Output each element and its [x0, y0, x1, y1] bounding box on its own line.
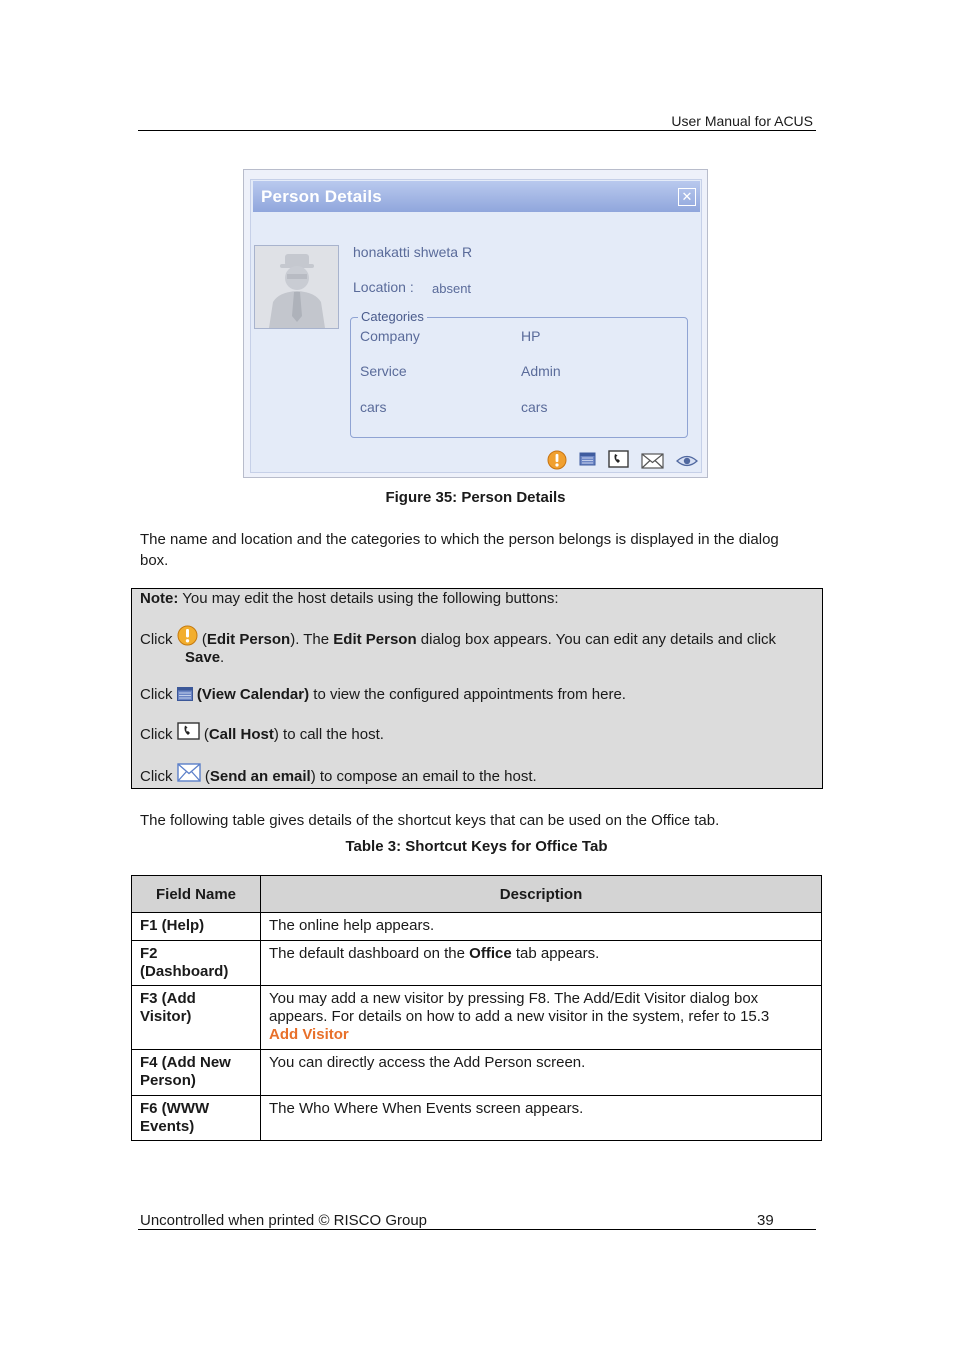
intro-line: box. — [140, 552, 169, 569]
column-header-description: Description — [261, 876, 822, 913]
person-silhouette-icon — [255, 246, 338, 328]
note-call-line — [140, 726, 384, 743]
column-header-field-name: Field Name — [132, 876, 261, 913]
footer-rule — [138, 1229, 816, 1230]
edit-person-icon — [177, 625, 198, 646]
field-name-cell — [132, 1096, 261, 1141]
page-number: 39 — [757, 1212, 774, 1229]
view-icon[interactable] — [676, 454, 698, 468]
edit-person-dialog-label: Edit Person — [333, 631, 417, 648]
category-name: cars — [360, 399, 387, 415]
edit-person-icon[interactable] — [547, 450, 567, 470]
category-value: cars — [521, 399, 548, 415]
description-cell: You can directly access the Add Person screen. — [261, 1050, 822, 1096]
call-icon — [177, 722, 200, 740]
running-header: User Manual for ACUS — [671, 113, 813, 129]
field-name-cell — [132, 941, 261, 986]
description-line: You may add a new visitor by pressing F8. The Add/Edit Visitor dialog box — [269, 990, 759, 1007]
close-icon[interactable]: ✕ — [678, 188, 696, 206]
paren-text: ( — [200, 768, 210, 785]
field-name-line: F4 (Add New — [140, 1054, 231, 1071]
table-row — [132, 1050, 822, 1096]
office-tab-label: Office — [469, 945, 512, 962]
shortcut-keys-table — [131, 875, 822, 1141]
note-email-rest: ) to compose an email to the host. — [310, 768, 537, 785]
note-edit-line — [140, 631, 776, 648]
category-name: Service — [360, 363, 407, 379]
note-calendar-line — [140, 686, 626, 703]
dialog-title: Person Details — [261, 187, 382, 206]
view-calendar-label: (View Calendar) — [192, 686, 310, 703]
header-rule — [138, 130, 816, 131]
field-name-cell: F1 (Help) — [132, 913, 261, 941]
email-icon[interactable] — [641, 453, 664, 469]
calendar-icon[interactable] — [579, 450, 597, 468]
save-label: Save — [185, 649, 221, 666]
click-text: Click — [140, 726, 177, 743]
note-edit-rest: dialog box appears. You can edit any details and click — [416, 631, 777, 648]
send-email-label: Send an email — [209, 768, 311, 785]
description-cell — [261, 986, 822, 1050]
note-calendar-rest: to view the configured appointments from here. — [309, 686, 626, 703]
note-text: You may edit the host details using the following buttons: — [178, 590, 559, 607]
table-header-row — [132, 876, 822, 913]
calendar-icon — [177, 686, 193, 701]
field-name-line: F6 (WWW — [140, 1100, 210, 1117]
field-name-line: Events) — [140, 1118, 195, 1135]
footer-copyright: Uncontrolled when printed © RISCO Group — [140, 1212, 428, 1229]
call-icon[interactable] — [608, 450, 629, 469]
category-value: HP — [521, 328, 541, 344]
field-name-cell — [132, 986, 261, 1050]
paren-text: ( — [199, 726, 209, 743]
add-visitor-link[interactable]: Add Visitor — [269, 1026, 349, 1043]
table-row — [132, 913, 822, 941]
field-name-line: F3 (Add — [140, 990, 196, 1007]
note-intro — [140, 590, 559, 607]
edit-person-label: Edit Person — [206, 631, 291, 648]
category-value: Admin — [521, 363, 561, 379]
person-name: honakatti shweta R — [353, 244, 473, 260]
note-call-rest: ) to call the host. — [273, 726, 384, 743]
description-cell — [261, 941, 822, 986]
table-row — [132, 1096, 822, 1141]
call-host-label: Call Host — [208, 726, 274, 743]
field-name-line: F2 — [140, 945, 158, 962]
category-name: Company — [360, 328, 420, 344]
figure-caption: Figure 35: Person Details — [385, 489, 566, 506]
note-label: Note: — [140, 590, 179, 607]
field-name-cell — [132, 1050, 261, 1096]
field-name-line: (Dashboard) — [140, 963, 229, 980]
note-email-line — [140, 768, 537, 785]
description-cell: The Who Where When Events screen appears. — [261, 1096, 822, 1141]
location-value: absent — [432, 281, 472, 296]
note-edit-mid: ). The — [290, 631, 334, 648]
table-row — [132, 941, 822, 986]
click-text: Click — [140, 768, 177, 785]
description-cell: The online help appears. — [261, 913, 822, 941]
paren-text: ( — [197, 631, 207, 648]
table-caption: Table 3: Shortcut Keys for Office Tab — [345, 838, 608, 855]
intro-line: The name and location and the categories to which the person belongs is displayed in the dialog — [140, 531, 779, 548]
field-name-line: Visitor) — [140, 1008, 192, 1025]
period: . — [220, 649, 225, 666]
description-line: appears. For details on how to add a new visitor in the system, refer to 15.3 — [269, 1008, 770, 1025]
table-intro: The following table gives details of the shortcut keys that can be used on the Office tab. — [140, 812, 720, 829]
note-edit-line2 — [185, 649, 224, 666]
email-icon — [177, 763, 201, 782]
description-text: The default dashboard on the — [269, 945, 470, 962]
description-text: tab appears. — [511, 945, 600, 962]
location-label: Location : — [353, 279, 414, 295]
person-avatar — [254, 245, 339, 329]
click-text: Click — [140, 631, 177, 648]
categories-legend: Categories — [358, 309, 427, 324]
table-row — [132, 986, 822, 1050]
click-text: Click — [140, 686, 177, 703]
field-name-line: Person) — [140, 1072, 196, 1089]
